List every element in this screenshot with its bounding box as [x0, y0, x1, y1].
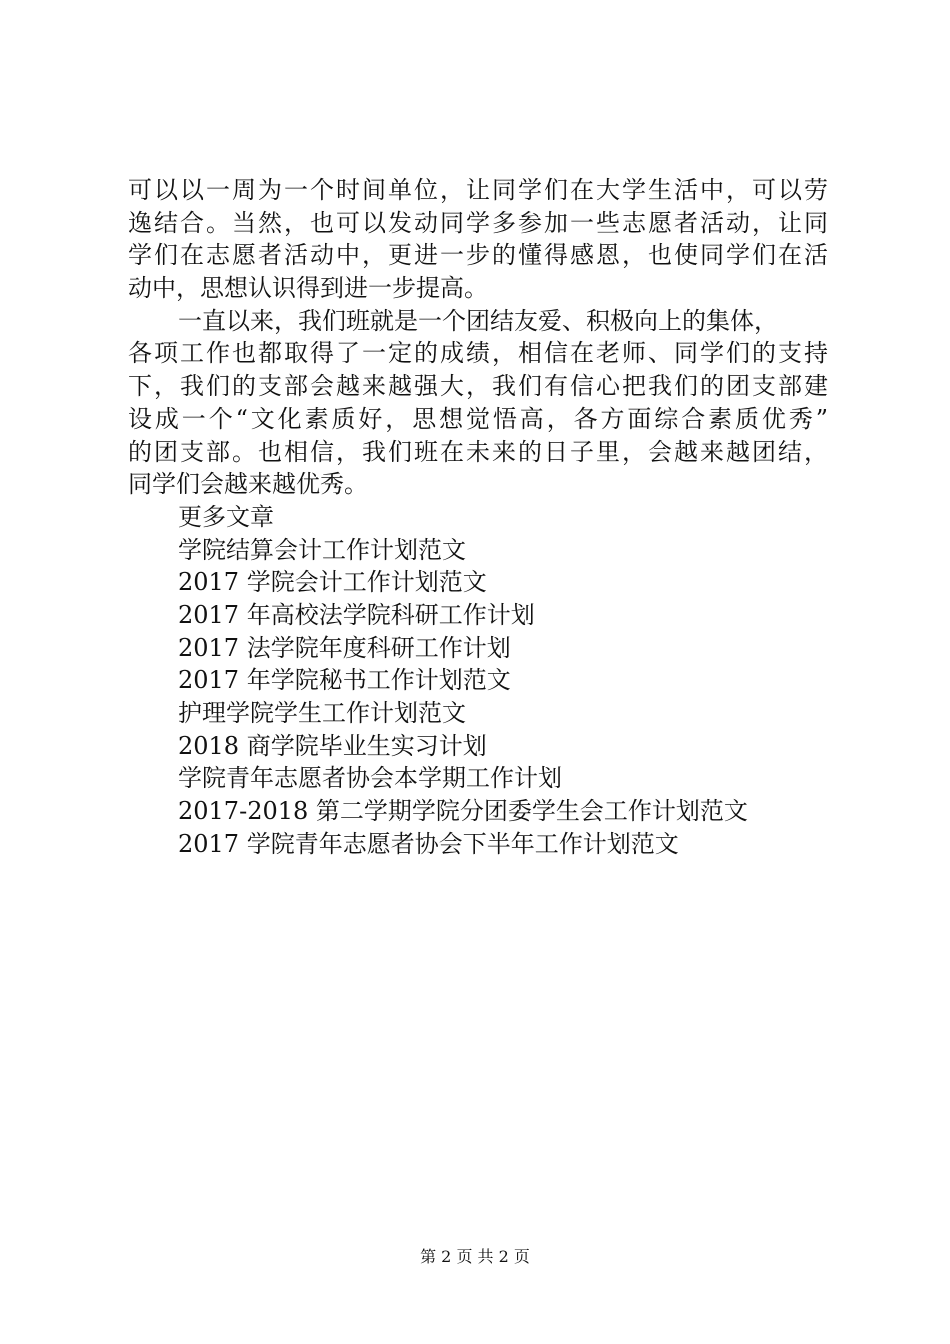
- paragraph-2: [128, 305, 828, 501]
- text-line: 逸结合。当然，也可以发动同学多参加一些志愿者活动，让同: [128, 208, 828, 237]
- text-line: 一直以来，我们班就是一个团结友爱、积极向上的集体，: [178, 306, 778, 335]
- page-footer: 第 2 页 共 2 页: [420, 1247, 530, 1266]
- more-articles: [128, 501, 828, 861]
- article-link[interactable]: 学院青年志愿者协会本学期工作计划: [178, 764, 562, 793]
- more-articles-heading: 更多文章: [178, 502, 274, 531]
- text-line: 设成一个“文化素质好，思想觉悟高，各方面综合素质优秀”: [128, 404, 828, 433]
- text-line: 动中，思想认识得到进一步提高。: [128, 274, 488, 303]
- article-link[interactable]: 2017 年高校法学院科研工作计划: [178, 600, 535, 629]
- article-link[interactable]: 2017 法学院年度科研工作计划: [178, 633, 511, 662]
- article-link[interactable]: 2017 学院会计工作计划范文: [178, 568, 487, 597]
- article-link[interactable]: 2018 商学院毕业生实习计划: [178, 731, 487, 760]
- text-line: 同学们会越来越优秀。: [128, 470, 368, 499]
- article-link[interactable]: 护理学院学生工作计划范文: [178, 699, 466, 727]
- article-link[interactable]: 2017-2018 第二学期学院分团委学生会工作计划范文: [178, 797, 748, 826]
- text-line: 各项工作也都取得了一定的成绩，相信在老师、同学们的支持: [128, 339, 828, 368]
- document-body: [128, 174, 828, 860]
- article-link[interactable]: 2017 年学院秘书工作计划范文: [178, 666, 511, 695]
- article-link[interactable]: 2017 学院青年志愿者协会下半年工作计划范文: [178, 829, 679, 858]
- text-line: 学们在志愿者活动中，更进一步的懂得感恩，也使同学们在活: [128, 241, 828, 270]
- text-line: 的团支部。也相信，我们班在未来的日子里，会越来越团结，: [128, 437, 828, 466]
- paragraph-1: [128, 174, 828, 305]
- text-line: 下，我们的支部会越来越强大，我们有信心把我们的团支部建: [128, 372, 828, 401]
- text-line: 可以以一周为一个时间单位，让同学们在大学生活中，可以劳: [128, 176, 828, 204]
- article-link[interactable]: 学院结算会计工作计划范文: [178, 535, 466, 564]
